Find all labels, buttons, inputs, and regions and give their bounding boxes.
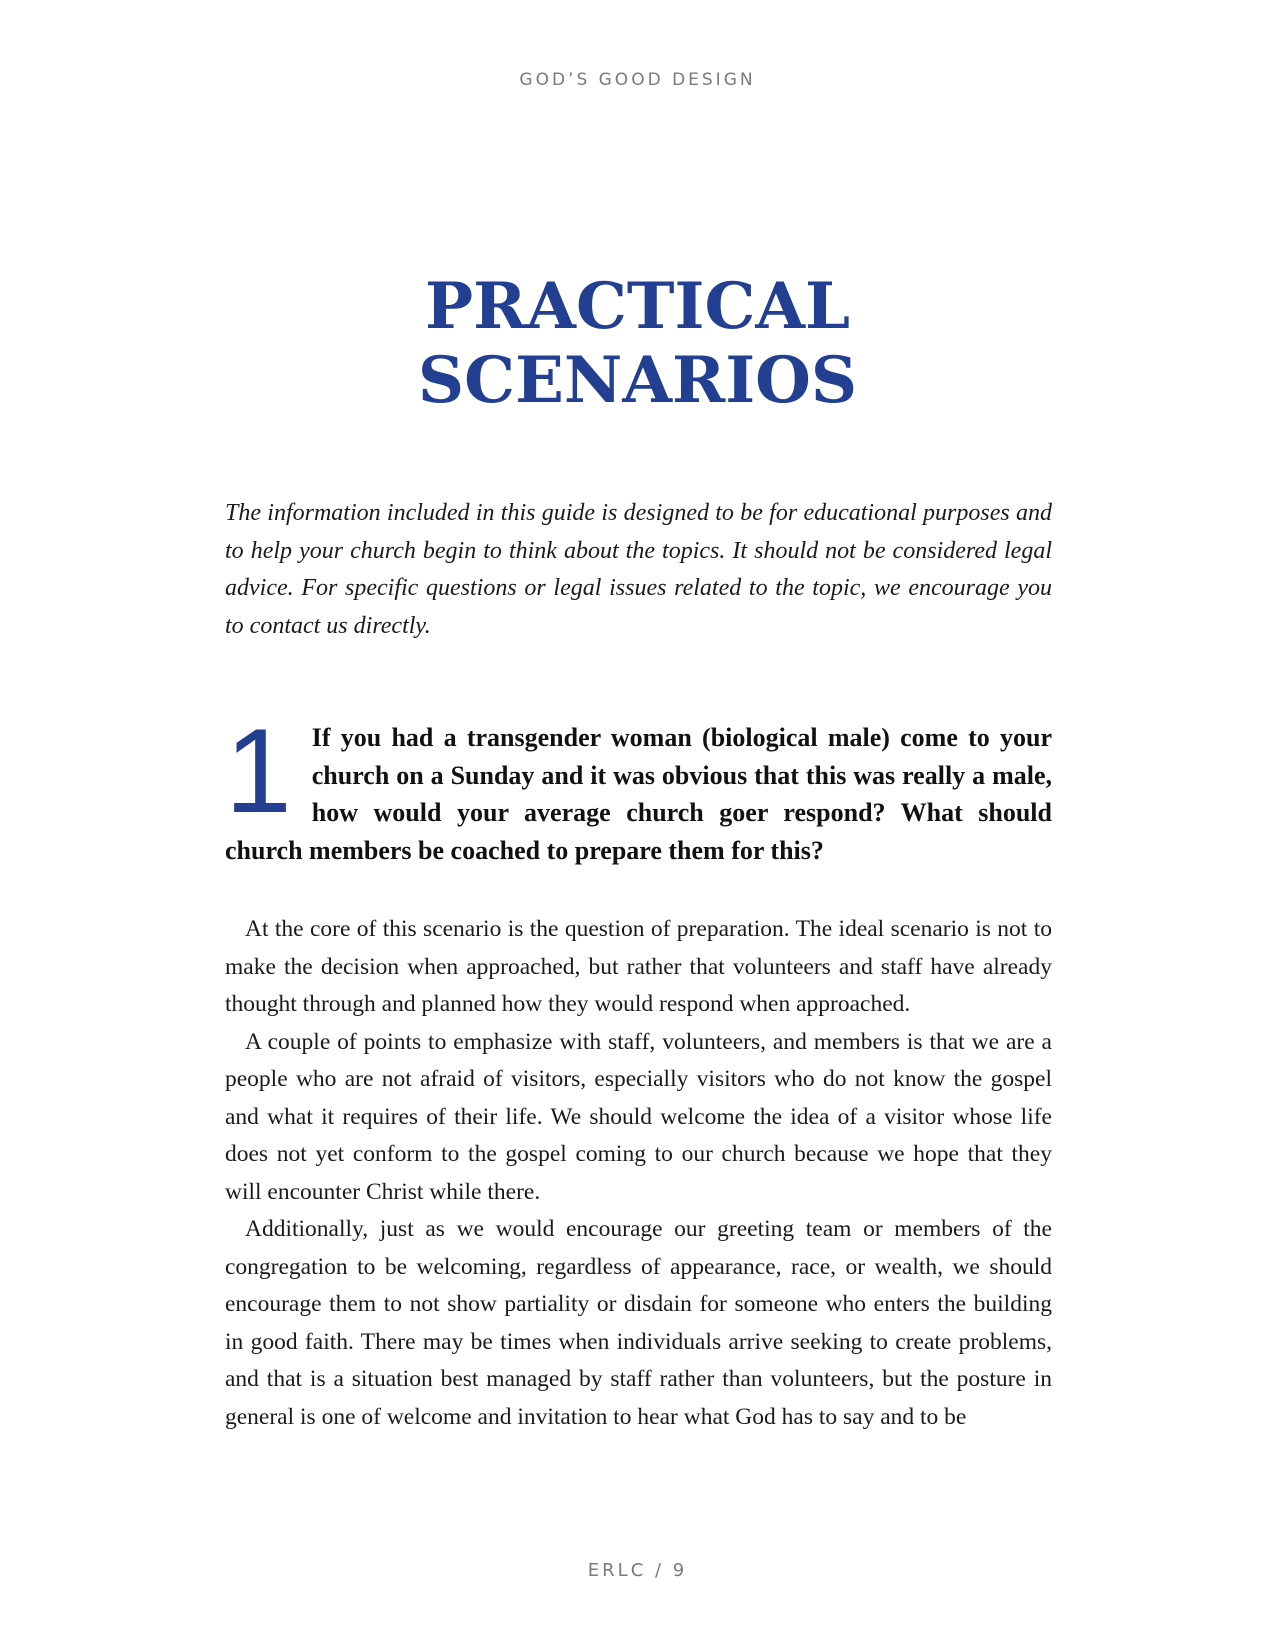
scenario-number: 1: [225, 704, 292, 838]
running-header: GOD’S GOOD DESIGN: [519, 70, 756, 90]
scenario-block: [225, 704, 1052, 869]
scenario-question: If you had a transgender woman (biological male) come to your church on a Sunday and it was obvious that this was really a male, how would your average church goer respond? What should church members be coached to prepare them for this?: [225, 723, 1052, 865]
body-paragraph: Additionally, just as we would encourage our greeting team or members of the congregation to be welcoming, regardless of appearance, race, or wealth, we should encourage them to not show partiality or disdain for someone who enters the building in good faith. There may be times when individuals arrive seeking to create problems, and that is a situation best managed by staff rather than volunteers, but the posture in general is one of welcome and invitation to hear what God has to say and to be: [225, 1216, 1052, 1430]
page-footer: ERLC / 9: [587, 1560, 688, 1581]
disclaimer-text: The information included in this guide is designed to be for educational purposes and to help your church begin to think about the topics. It should not be considered legal advice. For specific questions or legal issues related to the topic, we encourage you to contact us directly.: [225, 500, 1052, 639]
page-title-line-1: PRACTICAL: [424, 269, 851, 344]
body-paragraph: At the core of this scenario is the question of preparation. The ideal scenario is not to make the decision when approached, but rather that volunteers and staff have already thought through and planned how they would respond when approached.: [225, 916, 1052, 1017]
page-title-line-2: SCENARIOS: [417, 343, 858, 418]
body-text: [225, 911, 1052, 1436]
page-title: [0, 270, 1275, 418]
body-paragraph: A couple of points to emphasize with staff, volunteers, and members is that we are a people who are not afraid of visitors, especially visitors who do not know the gospel and what it requires of their life. We should welcome the idea of a visitor whose life does not yet conform to the gospel coming to our church because we hope that they will encounter Christ while there.: [225, 1028, 1052, 1205]
